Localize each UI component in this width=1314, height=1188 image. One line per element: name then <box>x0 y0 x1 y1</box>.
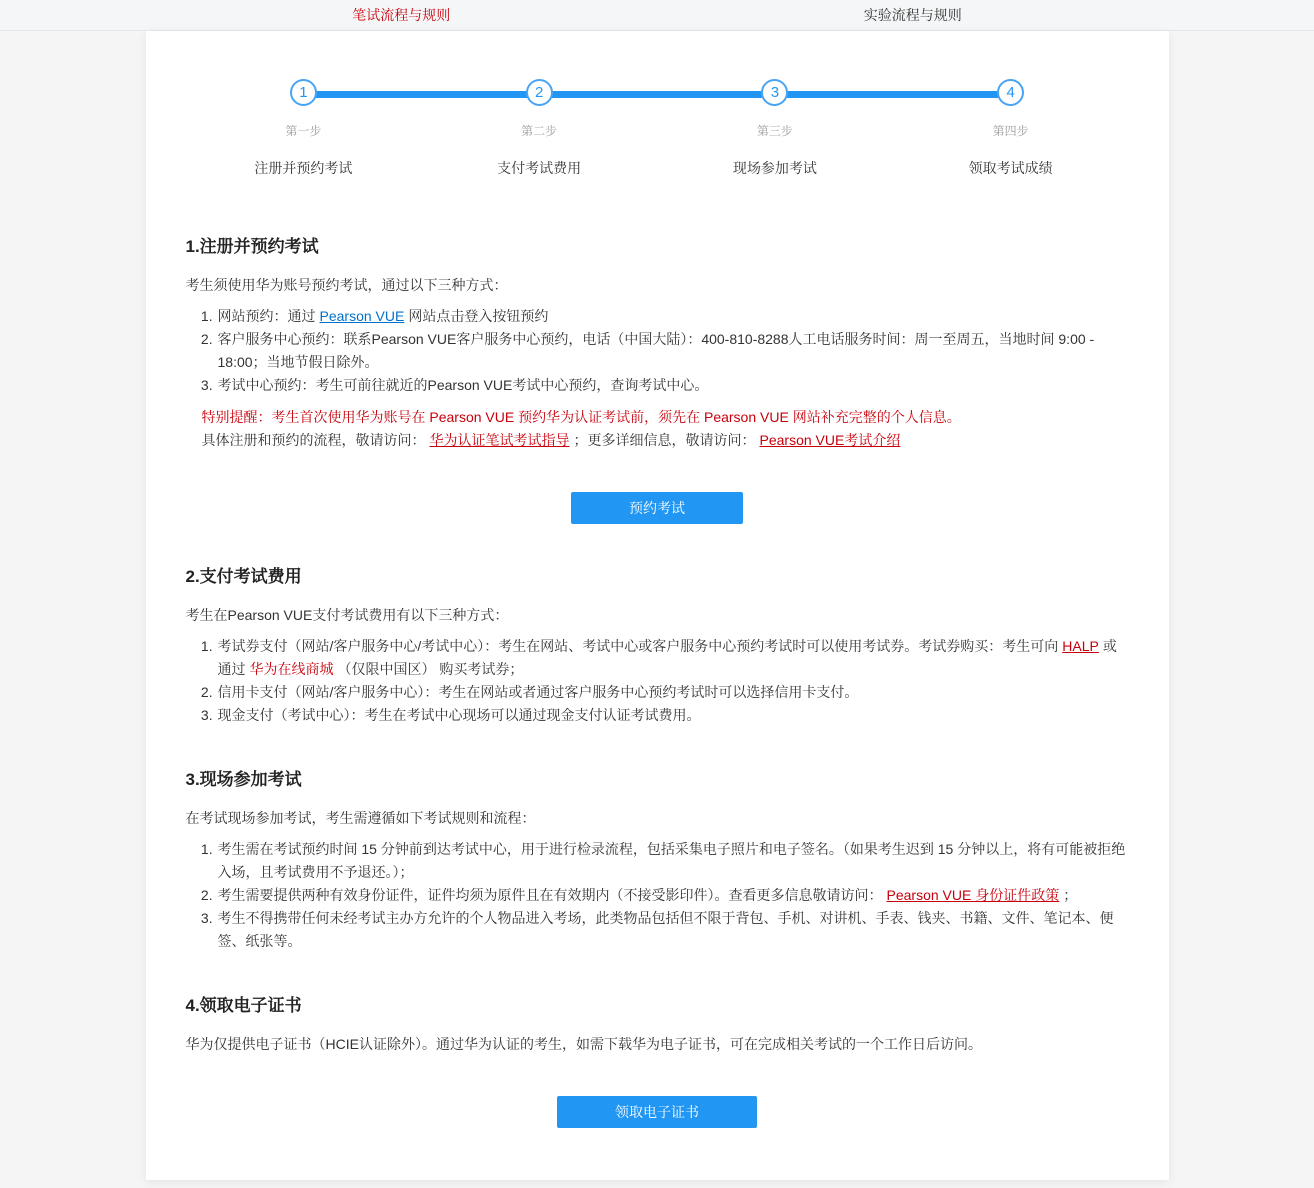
step-1-title: 注册并预约考试 <box>254 160 353 176</box>
section-register-heading: 1.注册并预约考试 <box>185 237 319 256</box>
section-payment-intro: 考生在Pearson VUE支付考试费用有以下三种方式： <box>185 607 509 623</box>
top-tab-bar <box>0 0 1314 31</box>
step-3-number-circle: 3 <box>761 79 788 106</box>
list-item-website-booking <box>217 305 1129 328</box>
text-segment: 考试券支付（网站/客户服务中心/考试中心）：考生在网站、考试中心或客户服务中心预约考试时可以使用考试券。考试券购买：考生可向 <box>217 638 1059 654</box>
step-1-label: 第一步 <box>285 124 322 138</box>
id-policy-link[interactable]: Pearson VUE 身份证件政策 <box>886 887 1060 903</box>
book-exam-button[interactable]: 预约考试 <box>571 492 743 524</box>
text-segment: 网站预约：通过 <box>217 308 316 324</box>
list-item-voucher-payment <box>217 635 1129 681</box>
step-2-number-circle: 2 <box>526 79 553 106</box>
list-item-cash-payment: 3. 现金支付（考试中心）：考生在考试中心现场可以通过现金支付认证考试费用。 <box>217 704 1129 727</box>
step-3-title: 现场参加考试 <box>732 160 817 176</box>
section-payment-heading: 2.支付考试费用 <box>185 567 302 586</box>
text-segment: （仅限中国区） 购买考试券； <box>337 661 524 677</box>
section-certificate-heading: 4.领取电子证书 <box>185 996 302 1015</box>
payment-methods-list <box>186 635 1129 727</box>
step-2-title: 支付考试费用 <box>497 160 582 176</box>
stepper-connector-line <box>303 91 1010 98</box>
step-3-label: 第三步 <box>756 124 793 138</box>
step-2-label: 第二步 <box>521 124 558 138</box>
halp-link[interactable]: HALP <box>1062 638 1099 654</box>
tab-written-exam-rules[interactable]: 笔试流程与规则 <box>352 7 451 23</box>
text-segment: 网站点击登入按钮预约 <box>408 308 549 324</box>
pearson-vue-intro-link[interactable]: Pearson VUE考试介绍 <box>759 432 901 448</box>
text-segment: ；更多详细信息，敬请访问： <box>573 432 756 448</box>
step-4-number-circle: 4 <box>997 79 1024 106</box>
list-item-id-rule <box>217 884 1129 907</box>
section-onsite-heading: 3.现场参加考试 <box>185 770 302 789</box>
huawei-online-store-link[interactable]: 华为在线商城 <box>249 661 334 677</box>
content-card <box>146 31 1169 1180</box>
section-e-certificate <box>186 991 1129 1128</box>
section-register-intro: 考生须使用华为账号预约考试，通过以下三种方式： <box>185 277 508 293</box>
section-onsite-intro: 在考试现场参加考试，考生需遵循如下考试规则和流程： <box>185 810 536 826</box>
list-item-credit-card-payment: 2. 信用卡支付（网站/客户服务中心）：考生在网站或者通过客户服务中心预约考试时可以选择信用卡支付。 <box>217 681 1129 704</box>
exam-process-stepper <box>186 79 1129 178</box>
written-exam-guide-link[interactable]: 华为认证笔试考试指导 <box>429 432 570 448</box>
step-1-number-circle: 1 <box>290 79 317 106</box>
onsite-rules-list <box>186 838 1129 953</box>
text-segment: 或通过 <box>217 638 1117 677</box>
text-segment: 具体注册和预约的流程，敬请访问： <box>201 432 426 448</box>
section-onsite-exam <box>186 765 1129 953</box>
section-register-and-book <box>186 232 1129 524</box>
step-4-label: 第四步 <box>992 124 1029 138</box>
step-4-title: 领取考试成绩 <box>968 160 1053 176</box>
top-tab-bar-inner <box>146 0 1169 30</box>
text-segment: 考生需要提供两种有效身份证件，证件均须为原件且在有效期内（不接受影印件）。查看更多信息敬请访问： <box>217 887 883 903</box>
list-item-service-center-booking: 2. 客户服务中心预约：联系Pearson VUE客户服务中心预约，电话（中国大陆）：400-810-8288人工电话服务时间：周一至周五，当地时间 9:00 - 18:00；当地节假日除外。 <box>217 328 1129 374</box>
list-item-personal-items-rule: 3. 考生不得携带任何未经考试主办方允许的个人物品进入考场，此类物品包括但不限于背包、手机、对讲机、手表、钱夹、书籍、文件、笔记本、便签、纸张等。 <box>217 907 1129 953</box>
list-item-arrival-rule: 1. 考生需在考试预约时间 15 分钟前到达考试中心，用于进行检录流程，包括采集电子照片和电子签名。（如果考生迟到 15 分钟以上，将有可能被拒绝入场，且考试费用不予退还。）； <box>217 838 1129 884</box>
booking-methods-list <box>186 305 1129 397</box>
text-segment: ； <box>1063 887 1078 903</box>
get-certificate-button[interactable]: 领取电子证书 <box>557 1096 757 1128</box>
pearson-vue-link[interactable]: Pearson VUE <box>319 308 405 324</box>
guide-links-line <box>202 429 1129 452</box>
special-reminder-text: 特别提醒：考生首次使用华为账号在 Pearson VUE 预约华为认证考试前，须先在 Pearson VUE 网站补充完整的个人信息。 <box>201 409 961 425</box>
section-pay-exam-fee <box>186 562 1129 727</box>
list-item-test-center-booking: 3. 考试中心预约：考生可前往就近的Pearson VUE考试中心预约，查询考试中心。 <box>217 374 1129 397</box>
tab-lab-exam-rules[interactable]: 实验流程与规则 <box>863 7 962 23</box>
section-certificate-intro: 华为仅提供电子证书（HCIE认证除外）。通过华为认证的考生，如需下载华为电子证书，可在完成相关考试的一个工作日后访问。 <box>185 1036 982 1052</box>
